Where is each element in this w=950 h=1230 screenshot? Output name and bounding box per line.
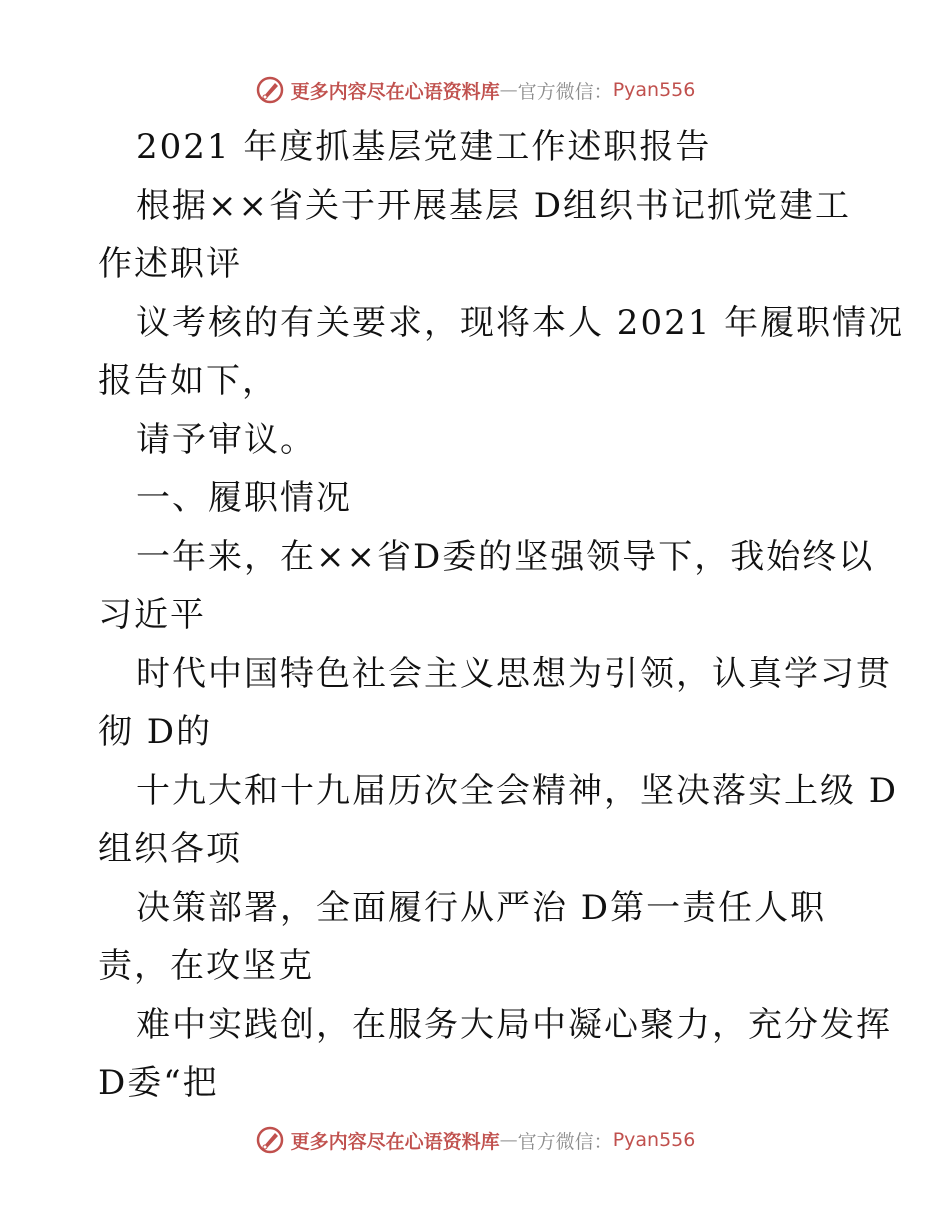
pen-logo-icon <box>255 75 285 105</box>
text-line: 决策部署，全面履行从严治 D第一责任人职 <box>136 887 827 928</box>
text-line: 责，在攻坚克 <box>98 946 314 986</box>
watermark-text: 更多内容尽在心语资料库 <box>290 1130 500 1153</box>
text-line: 彻 D的 <box>98 712 213 752</box>
watermark-dash: — <box>499 79 518 101</box>
header-watermark <box>0 70 950 110</box>
text-line: 根据××省关于开展基层 D组织书记抓党建工 <box>136 185 852 226</box>
text-line: 一、履职情况 <box>136 478 352 518</box>
watermark-text: 更多内容尽在心语资料库 <box>290 80 500 103</box>
text-line: D委“把 <box>98 1063 219 1103</box>
watermark-wechat-label: 官方微信 <box>517 1130 594 1153</box>
text-line: 议考核的有关要求，现将本人 2021 年履职情况 <box>136 302 905 343</box>
text-line: 组织各项 <box>98 829 242 869</box>
text-line: 难中实践创，在服务大局中凝心聚力，充分发挥 <box>136 1004 892 1045</box>
text-line: 十九大和十九届历次全会精神，坚决落实上级 D <box>136 770 899 811</box>
text-line: 习近平 <box>98 595 206 635</box>
document-body <box>98 118 905 1113</box>
watermark-dash: — <box>499 1129 518 1151</box>
watermark-wechat-label: 官方微信 <box>517 80 594 103</box>
watermark-wechat-id: Pyan556 <box>612 79 696 101</box>
text-line: 一年来，在××省D委的坚强领导下，我始终以 <box>136 536 875 577</box>
text-line: 报告如下， <box>98 361 278 401</box>
footer-watermark <box>0 1120 950 1160</box>
text-line: 请予审议。 <box>136 419 316 460</box>
watermark-separator: ： <box>593 80 613 103</box>
text-line: 时代中国特色社会主义思想为引领，认真学习贯 <box>136 653 892 694</box>
watermark-separator: ： <box>593 1130 613 1153</box>
watermark-wechat-id: Pyan556 <box>612 1129 696 1151</box>
text-line: 作述职评 <box>98 244 242 284</box>
pen-logo-icon <box>255 1125 285 1155</box>
text-line: 2021 年度抓基层党建工作述职报告 <box>136 127 712 167</box>
